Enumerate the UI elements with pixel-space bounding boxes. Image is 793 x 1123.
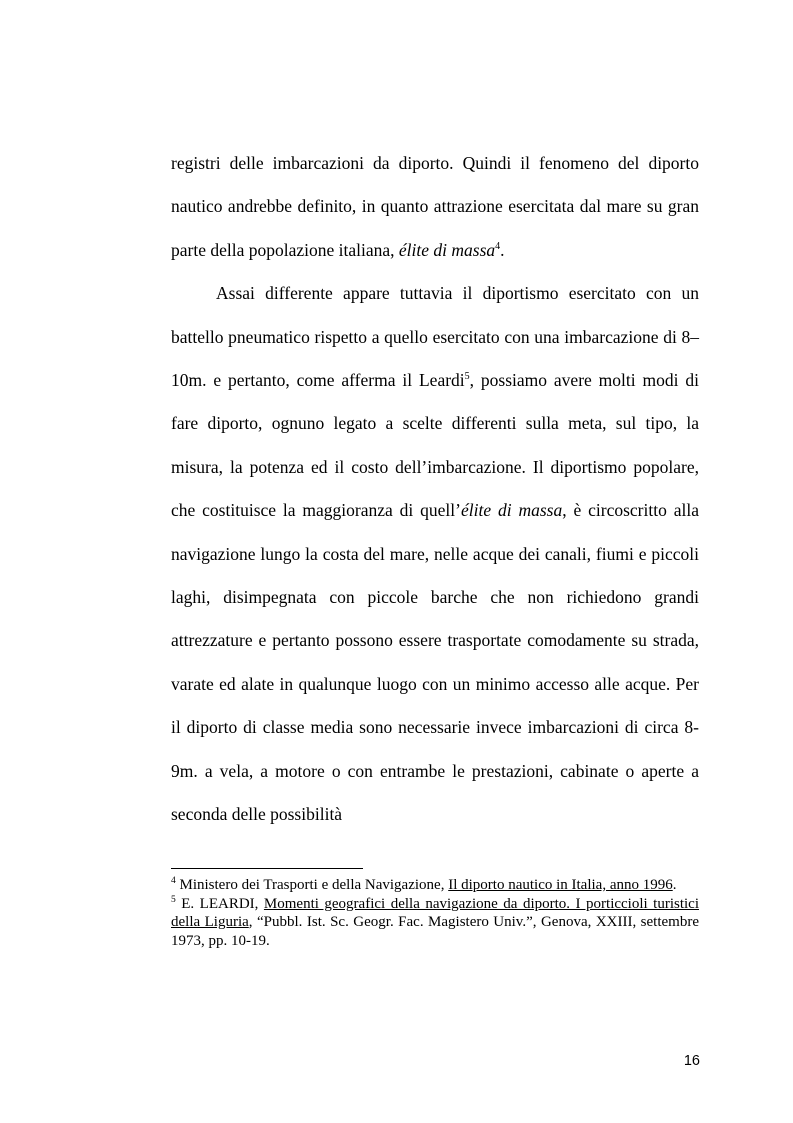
footnote-title: Il diporto nautico in Italia, anno 1996 <box>448 877 673 893</box>
paragraph-2-text-a: Assai differente appare tuttavia il diportismo esercitato con un battello pneumatico rispetto a quello esercitato con una imbarcazione di 8–10m. e pertanto, come afferma il Leardi <box>171 283 699 391</box>
footnote-separator <box>171 868 363 869</box>
footnote-title: Momenti geografici della navigazione da diporto. I porticcioli turistici della Liguria <box>171 895 700 930</box>
footnote-number: 4 <box>171 876 176 886</box>
paragraph-2-text-b: , possiamo avere molti modi di fare diporto, ognuno legato a scelte differenti sulla meta, sul tipo, la misura, la potenza ed il costo dell’imbarcazione. Il diportismo popolare, che costituisce la maggioranza di quell’ <box>171 370 699 521</box>
paragraph-2-text-c: , è circoscritto alla navigazione lungo la costa del mare, nelle acque dei canali, fiumi e piccoli laghi, disimpegnata con piccole barche che non richiedono grandi attrezzature e pertanto possono essere trasportate comodamente su strada, varate ed alate in qualunque luogo con un minimo accesso alle acque. Per il diporto di classe media sono necessarie invece imbarcazioni di circa 8-9m. a vela, a motore o con entrambe le prestazioni, cabinate o aperte a seconda delle possibilità <box>171 500 699 825</box>
paragraph-1-italic-term: élite di massa <box>398 239 496 260</box>
footnote-end: . <box>672 877 677 893</box>
paragraph-1 <box>171 142 699 272</box>
footnote-5 <box>171 895 699 951</box>
footnotes <box>171 876 699 950</box>
footnote-end: , “Pubbl. Ist. Sc. Geogr. Fac. Magistero Univ.”, Genova, XXIII, settembre 1973, pp. 10-19. <box>171 914 699 949</box>
paragraph-2-italic-term: élite di massa <box>460 500 563 521</box>
paragraph-1-end: . <box>500 239 505 260</box>
footnote-ref-4[interactable]: 4 <box>495 240 501 252</box>
page-number: 16 <box>683 1053 700 1069</box>
footnote-text: Ministero dei Trasporti e della Navigazione, <box>175 877 449 893</box>
footnote-ref-5[interactable]: 5 <box>464 371 470 383</box>
paragraph-1-text: registri delle imbarcazioni da diporto. Quindi il fenomeno del diporto nautico andrebbe definito, in quanto attrazione esercitata dal mare su gran parte della popolazione italiana, <box>171 153 699 260</box>
footnote-number: 5 <box>171 894 176 905</box>
footnote-text: E. LEARDI, <box>175 895 264 912</box>
body-text <box>171 142 699 837</box>
paragraph-2 <box>171 272 699 836</box>
footnote-4 <box>171 876 699 895</box>
